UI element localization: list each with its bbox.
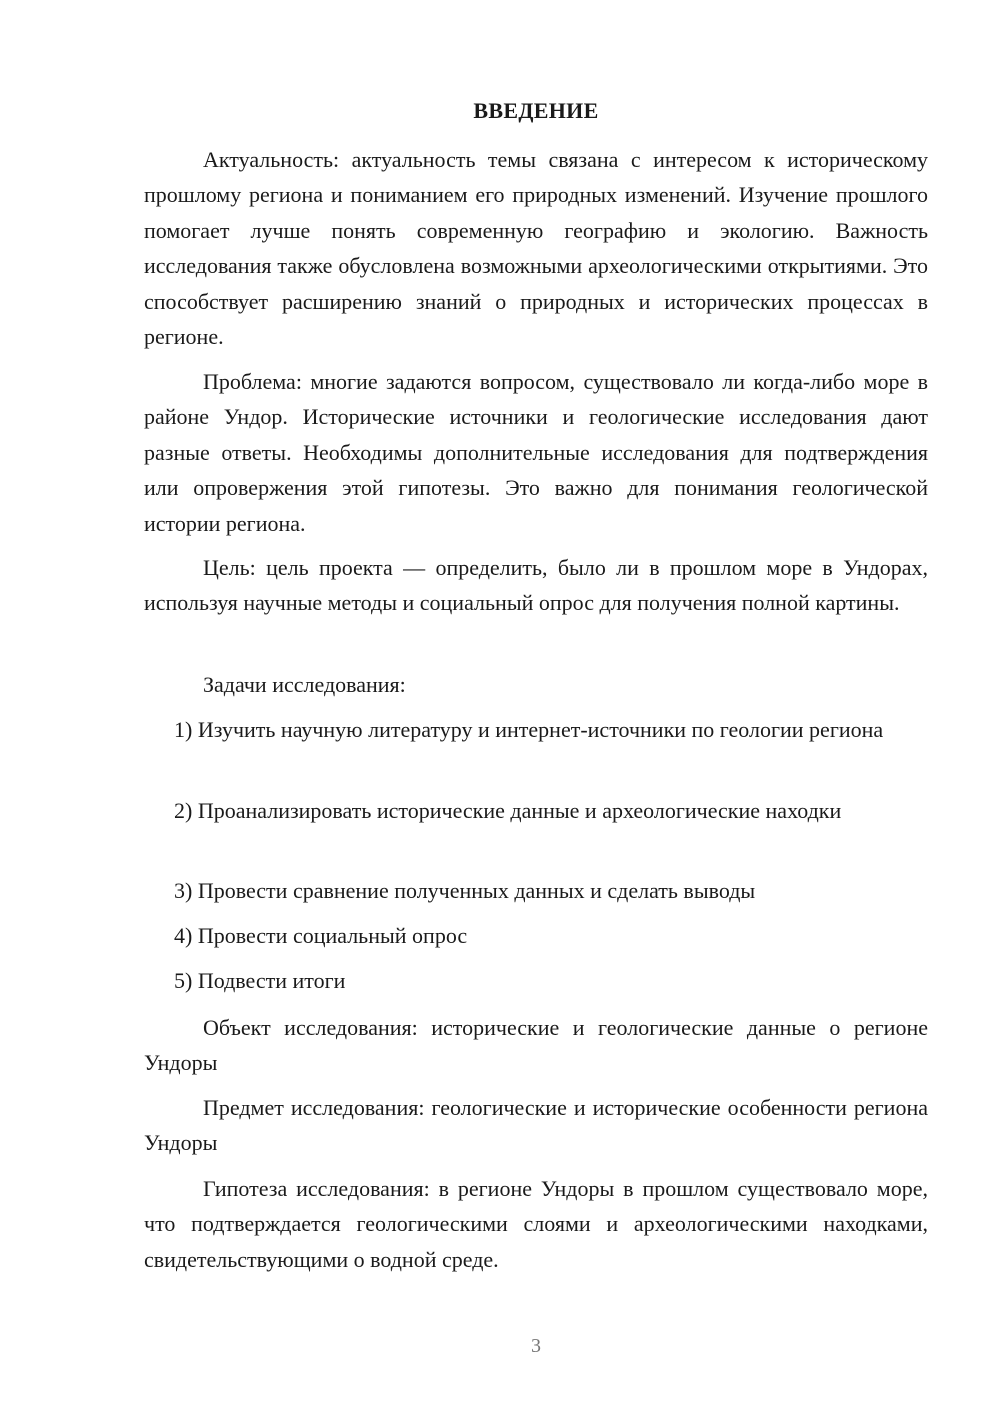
tasks-heading: Задачи исследования:: [203, 672, 406, 697]
document-page: [144, 0, 928, 1414]
object-paragraph: Объект исследования: исторические и геологические данные о регионе Ундоры: [144, 1015, 928, 1076]
subject-paragraph: Предмет исследования: геологические и исторические особенности региона Ундоры: [144, 1095, 928, 1156]
task-item-5: 5) Подвести итоги: [174, 968, 346, 993]
hypothesis-paragraph: Гипотеза исследования: в регионе Ундоры в прошлом существовало море, что подтверждается геологическими слоями и археологическими находками, свидетельствующими о водной среде.: [144, 1176, 928, 1272]
page-number: 3: [531, 1335, 541, 1357]
task-item-2: 2) Проанализировать исторические данные и археологические находки: [174, 798, 842, 823]
goal-paragraph: Цель: цель проекта — определить, было ли в прошлом море в Ундорах, используя научные методы и социальный опрос для получения полной картины.: [144, 555, 928, 616]
relevance-paragraph: Актуальность: актуальность темы связана с интересом к историческому прошлому региона и пониманием его природных изменений. Изучение прошлого помогает лучше понять современную географию и экологию. Важность исследования также обусловлена возможными археологическими открытиями. Это способствует расширению знаний о природных и исторических процессах в регионе.: [144, 147, 928, 350]
problem-paragraph: Проблема: многие задаются вопросом, существовало ли когда-либо море в районе Ундор. Исторические источники и геологические исследования дают разные ответы. Необходимы дополнительные исследования для подтверждения или опровержения этой гипотезы. Это важно для понимания геологической истории региона.: [144, 369, 928, 536]
task-item-1: 1) Изучить научную литературу и интернет-источники по геологии региона: [174, 717, 884, 742]
task-item-4: 4) Провести социальный опрос: [174, 923, 468, 948]
page-title: ВВЕДЕНИЕ: [473, 98, 599, 123]
task-item-3: 3) Провести сравнение полученных данных и сделать выводы: [174, 878, 756, 903]
